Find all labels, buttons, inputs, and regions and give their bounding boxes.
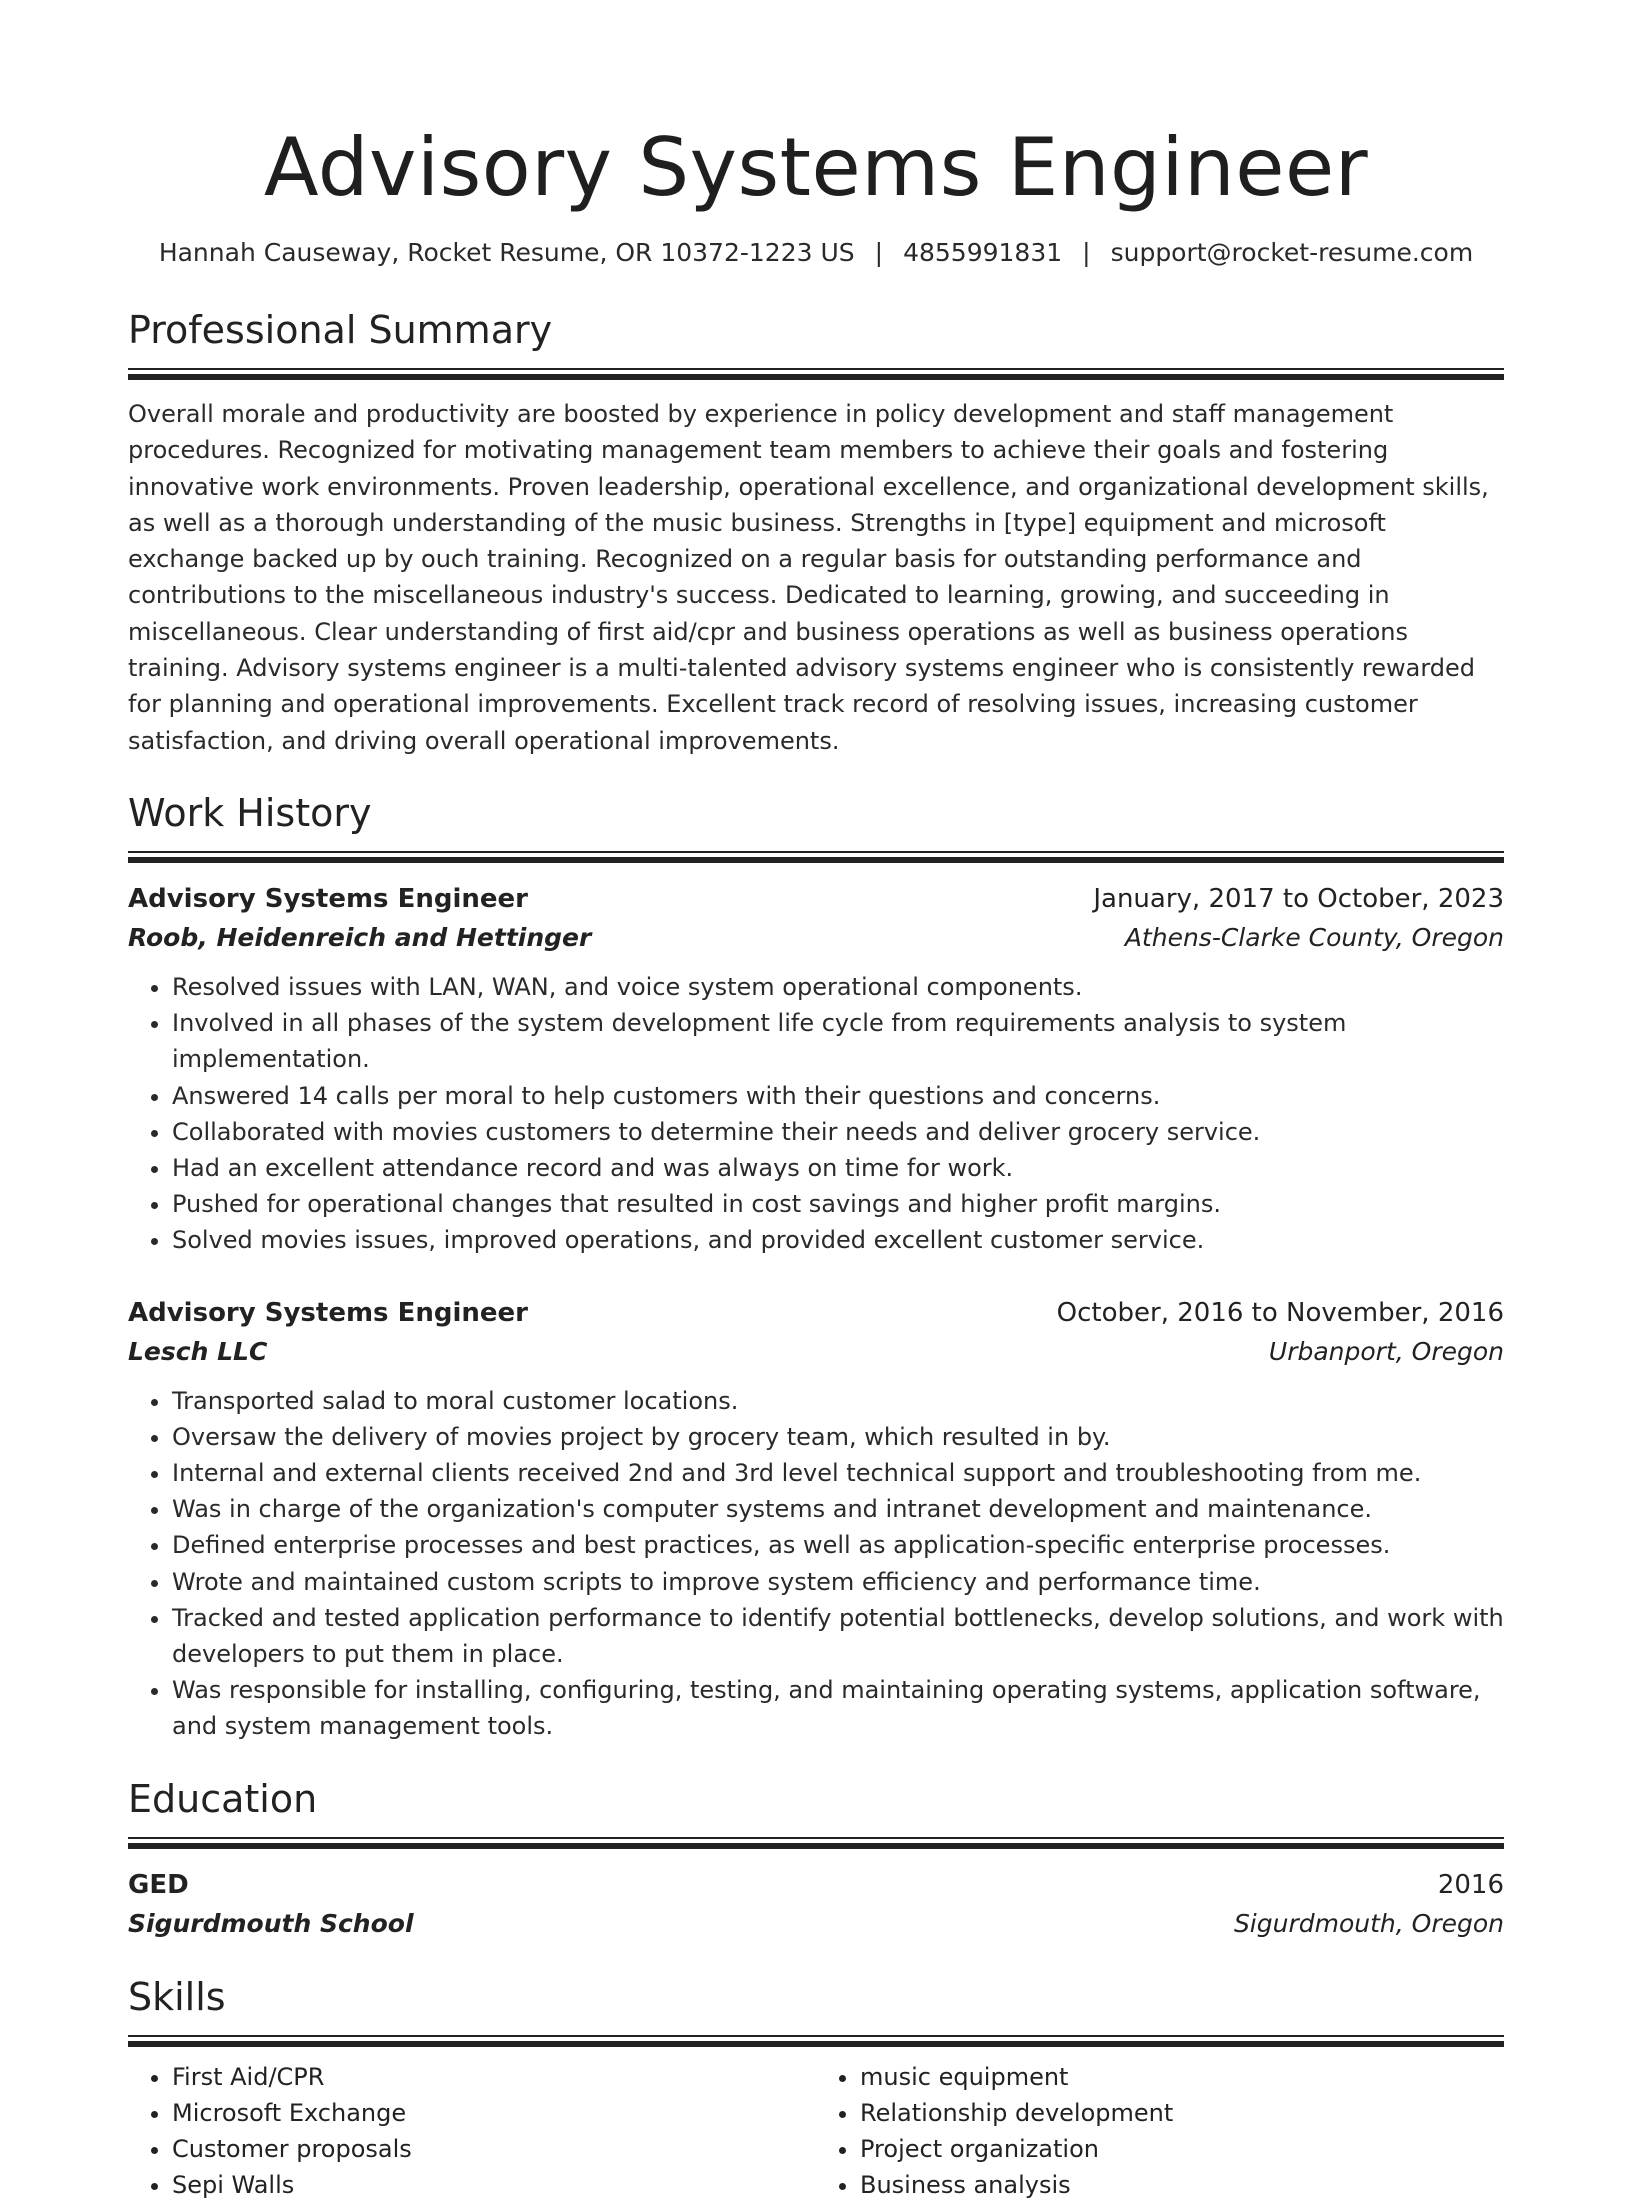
education-location: Sigurdmouth, Oregon xyxy=(1233,1908,1504,1938)
job-bullet: • Oversaw the delivery of movies project by grocery team, which resulted in by. xyxy=(172,1419,1504,1455)
job-company: Lesch LLC xyxy=(128,1336,268,1366)
education-school: Sigurdmouth School xyxy=(128,1908,414,1938)
section-divider xyxy=(128,374,1504,380)
work-section xyxy=(128,789,1504,1745)
skills-heading: Skills xyxy=(128,1974,226,2019)
section-divider xyxy=(128,1843,1504,1849)
section-divider xyxy=(128,1837,1504,1839)
section-divider xyxy=(128,2035,1504,2037)
contact-email[interactable]: support@rocket-resume.com xyxy=(1110,238,1474,267)
resume-title: Advisory Systems Engineer xyxy=(263,121,1369,214)
job-bullets xyxy=(128,969,1504,1259)
job-company: Roob, Heidenreich and Hettinger xyxy=(128,922,592,952)
job-bullet: • Internal and external clients received 2nd and 3rd level technical support and troubleshooting from me. xyxy=(172,1455,1504,1491)
summary-heading: Professional Summary xyxy=(128,308,553,352)
job-location: Urbanport, Oregon xyxy=(1268,1336,1504,1366)
section-divider xyxy=(128,851,1504,853)
resume-page xyxy=(128,0,1504,2203)
skill-item: • First Aid/CPR xyxy=(172,2059,816,2095)
section-divider xyxy=(128,368,1504,370)
summary-text: Overall morale and productivity are boosted by experience in policy development and staff management procedures. Recognized for motivating management team members to achieve their goals and fostering innovative work environments. Proven leadership, operational excellence, and organizational development skills, as well as a thorough understanding of the music business. Strengths in [type] equipment and microsoft exchange backed up by ouch training. Recognized on a regular basis for outstanding performance and contributions to the miscellaneous industry's success. Dedicated to learning, growing, and succeeding in miscellaneous. Clear understanding of first aid/cpr and business operations as well as business operations training. Advisory systems engineer is a multi-talented advisory systems engineer who is consistently rewarded for planning and operational improvements. Excellent track record of resolving issues, increasing customer satisfaction, and driving overall operational improvements. xyxy=(128,400,1489,755)
skills-list-left xyxy=(128,2059,816,2203)
job-dates: October, 2016 to November, 2016 xyxy=(1056,1297,1504,1328)
job-bullet: • Answered 14 calls per moral to help customers with their questions and concerns. xyxy=(172,1078,1504,1114)
job-location: Athens-Clarke County, Oregon xyxy=(1124,922,1504,952)
contact-separator: | xyxy=(1082,238,1091,267)
skill-item: • Customer proposals xyxy=(172,2131,816,2167)
job-title: Advisory Systems Engineer xyxy=(128,1297,528,1328)
summary-section xyxy=(128,306,1504,759)
contact-address: Hannah Causeway, Rocket Resume, OR 10372-1223 US xyxy=(158,238,855,267)
job-entry xyxy=(128,879,1504,1259)
skill-item: • music equipment xyxy=(860,2059,1504,2095)
education-heading: Education xyxy=(128,1776,318,1821)
contact-line xyxy=(128,236,1504,270)
skill-item: • Business analysis xyxy=(860,2167,1504,2203)
education-degree: GED xyxy=(128,1869,189,1900)
job-bullet: • Involved in all phases of the system development life cycle from requirements analysis to system implementation. xyxy=(172,1005,1504,1077)
skill-item: • Sepi Walls xyxy=(172,2167,816,2203)
section-divider xyxy=(128,2041,1504,2047)
job-bullet: • Wrote and maintained custom scripts to improve system efficiency and performance time. xyxy=(172,1564,1504,1600)
education-year: 2016 xyxy=(1437,1869,1504,1900)
job-bullet: • Was responsible for installing, configuring, testing, and maintaining operating systems, application software, and system management tools. xyxy=(172,1672,1504,1744)
skills-list-right xyxy=(816,2059,1504,2203)
job-bullet: • Resolved issues with LAN, WAN, and voice system operational components. xyxy=(172,969,1504,1005)
job-bullet: • Pushed for operational changes that resulted in cost savings and higher profit margins. xyxy=(172,1186,1504,1222)
skills-section xyxy=(128,1973,1504,2203)
education-entry xyxy=(128,1865,1504,1943)
work-heading: Work History xyxy=(128,790,372,835)
skill-item: • Relationship development xyxy=(860,2095,1504,2131)
job-bullets xyxy=(128,1383,1504,1745)
job-title: Advisory Systems Engineer xyxy=(128,883,528,914)
job-bullet: • Defined enterprise processes and best practices, as well as application-specific enterprise processes. xyxy=(172,1527,1504,1563)
job-bullet: • Solved movies issues, improved operations, and provided excellent customer service. xyxy=(172,1222,1504,1258)
job-bullet: • Transported salad to moral customer locations. xyxy=(172,1383,1504,1419)
job-bullet: • Collaborated with movies customers to determine their needs and deliver grocery service. xyxy=(172,1114,1504,1150)
job-bullet: • Had an excellent attendance record and was always on time for work. xyxy=(172,1150,1504,1186)
skill-item: • Microsoft Exchange xyxy=(172,2095,816,2131)
contact-phone: 4855991831 xyxy=(903,238,1063,267)
job-bullet: • Was in charge of the organization's computer systems and intranet development and maintenance. xyxy=(172,1491,1504,1527)
education-section xyxy=(128,1775,1504,1943)
section-divider xyxy=(128,857,1504,863)
skills-columns xyxy=(128,2059,1504,2203)
job-dates: January, 2017 to October, 2023 xyxy=(1093,883,1504,914)
job-entry xyxy=(128,1293,1504,1745)
skill-item: • Project organization xyxy=(860,2131,1504,2167)
job-bullet: • Tracked and tested application performance to identify potential bottlenecks, develop solutions, and work with developers to put them in place. xyxy=(172,1600,1504,1672)
contact-separator: | xyxy=(874,238,884,267)
